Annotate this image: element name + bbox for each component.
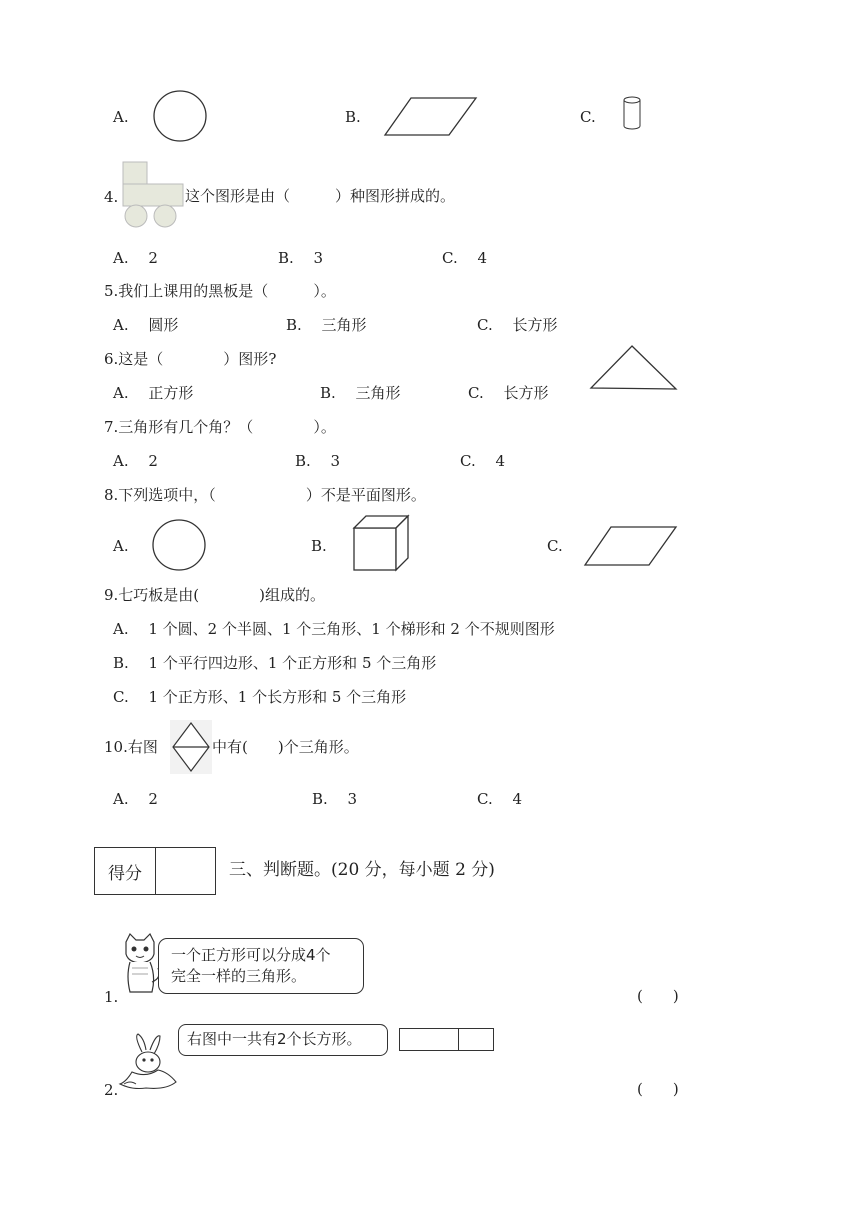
q4-option-b: B. 3 [278,249,324,267]
two-rectangles-figure [399,1028,494,1051]
circle-figure [152,89,210,143]
triangle-figure [588,343,680,393]
q4-option-a: A. 2 [113,249,158,267]
rabbit-icon [116,1032,182,1092]
q6-option-a: A. 正方形 [113,384,194,402]
q4-number: 4. [104,188,119,206]
q3-option-c-label: C. [580,108,596,126]
q8-text: 8.下列选项中，（ ）不是平面图形。 [104,486,426,504]
q10-suffix: 中有( )个三角形。 [212,738,359,756]
parallelogram-figure-2 [583,525,679,567]
judge-2-answer-parens[interactable]: ( ) [637,1080,679,1098]
q9-option-a: A. 1 个圆、2 个半圆、1 个三角形、1 个梯形和 2 个不规则图形 [113,620,555,638]
q5-option-a: A. 圆形 [113,316,179,334]
q8-option-b-label: B. [311,537,327,555]
q4-option-c: C. 4 [442,249,488,267]
q5-text: 5.我们上课用的黑板是（ ）。 [104,282,336,300]
judge-1-number: 1. [104,988,119,1006]
q6-text: 6.这是（ ）图形? [104,350,277,368]
q3-option-b-label: B. [345,108,361,126]
score-box [94,847,216,895]
parallelogram-figure [383,96,479,138]
stroller-shape-figure [118,160,188,232]
judge-2-number: 2. [104,1081,119,1099]
q5-option-c: C. 长方形 [477,316,558,334]
cylinder-figure [622,95,644,133]
q6-option-b: B. 三角形 [320,384,401,402]
q4-text: 这个图形是由（ ）种图形拼成的。 [185,187,456,205]
q9-option-c: C. 1 个正方形、1 个长方形和 5 个三角形 [113,688,407,706]
q7-option-c: C. 4 [460,452,506,470]
q7-text: 7.三角形有几个角？（ ）。 [104,418,336,436]
q10-prefix: 10.右图 [104,738,158,756]
q10-option-b: B. 3 [312,790,358,808]
rhombus-figure [170,720,212,774]
bubble-1-line-2: 完全一样的三角形。 [171,967,307,985]
bubble-2-line-1: 右图中一共有2个长方形。 [187,1030,362,1048]
section3-title: 三、判断题。(20 分，每小题 2 分) [229,860,495,880]
cube-figure [352,514,412,572]
q5-option-b: B. 三角形 [286,316,367,334]
q10-option-a: A. 2 [113,790,158,808]
q3-option-a-label: A. [113,108,129,126]
q7-option-a: A. 2 [113,452,158,470]
score-label: 得分 [95,848,156,894]
score-blank[interactable] [156,848,215,894]
judge-1-answer-parens[interactable]: ( ) [637,987,679,1005]
circle-figure-2 [151,518,209,572]
rectangle-divider [458,1029,459,1050]
q9-option-b: B. 1 个平行四边形、1 个正方形和 5 个三角形 [113,654,437,672]
q10-option-c: C. 4 [477,790,523,808]
q8-option-a-label: A. [113,537,129,555]
q7-option-b: B. 3 [295,452,341,470]
q9-text: 9.七巧板是由( )组成的。 [104,586,326,604]
q8-option-c-label: C. [547,537,563,555]
bubble-1-line-1: 一个正方形可以分成4个 [171,946,331,964]
speech-bubble-2 [178,1024,388,1056]
speech-bubble-1 [158,938,364,994]
q6-option-c: C. 长方形 [468,384,549,402]
